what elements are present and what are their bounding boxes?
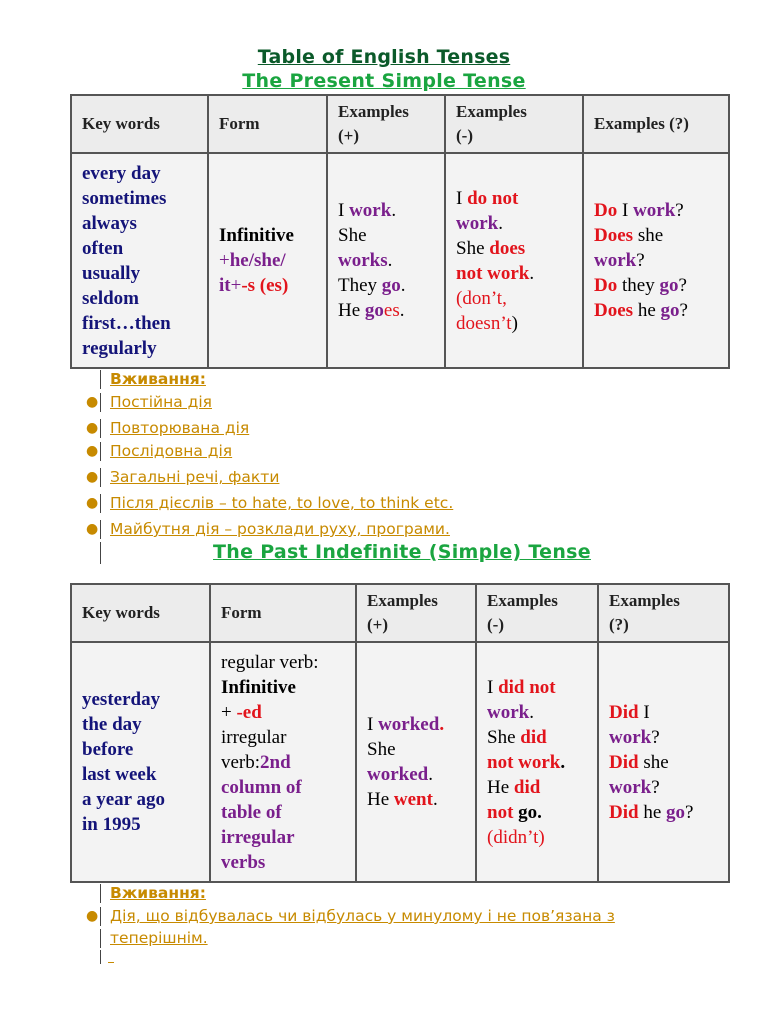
header-examples-positive: Examples (+)	[327, 95, 445, 153]
form-cell: regular verb: Infinitive + -ed irregular verb:2nd column of table of irregular verbs	[210, 642, 356, 882]
key-word: in 1995	[82, 814, 141, 835]
key-word: the day	[82, 714, 142, 735]
present-usage-list	[82, 368, 453, 541]
header-key-words: Key words	[71, 584, 210, 642]
positive-examples-cell: I work. She works. They go. He goes.	[327, 153, 445, 368]
usage-item[interactable]: ● Загальні речі, факти	[82, 466, 453, 489]
form-cell: Infinitive +he/she/ it+-s (es)	[208, 153, 327, 368]
key-word: every day	[82, 162, 161, 184]
header-form: Form	[210, 584, 356, 642]
key-word: regularly	[82, 337, 157, 359]
header-examples-positive: Examples (+)	[356, 584, 476, 642]
usage-item-continued[interactable]: теперішнім.	[82, 927, 615, 950]
bullet-icon: ●	[86, 420, 99, 436]
header-examples-question: Examples (?)	[583, 95, 729, 153]
past-usage-list	[82, 882, 615, 950]
key-word: a year ago	[82, 789, 166, 810]
usage-title: Вживання:	[82, 882, 615, 905]
past-simple-table	[70, 583, 730, 883]
present-simple-heading: The Present Simple Tense	[242, 70, 526, 92]
question-examples-cell: Did I work? Did she work? Did he go?	[598, 642, 729, 882]
key-word: seldom	[82, 287, 139, 309]
key-word: often	[82, 237, 124, 259]
header-examples-negative: Examples (-)	[476, 584, 598, 642]
vertical-bar	[100, 950, 101, 964]
key-word: yesterday	[82, 689, 161, 710]
bullet-icon: ●	[86, 443, 99, 459]
question-examples-cell: Do I work? Does she work? Do they go? Does he go?	[583, 153, 729, 368]
key-word: usually	[82, 262, 141, 284]
header-examples-question: Examples (?)	[598, 584, 729, 642]
page-title: Table of English Tenses	[257, 46, 511, 68]
usage-item[interactable]: ● Повторювана дія	[82, 417, 453, 440]
usage-item[interactable]: ● Дія, що відбувалась чи відбулась у минулому і не пов’язана з	[82, 905, 615, 928]
key-word: first…then	[82, 312, 171, 334]
usage-item[interactable]: ● Майбутня дія – розклади руху, програми.	[82, 518, 453, 541]
underline-mark	[108, 962, 114, 963]
header-examples-negative: Examples (-)	[445, 95, 583, 153]
bullet-icon: ●	[86, 394, 99, 410]
key-word: always	[82, 212, 137, 234]
bullet-icon: ●	[86, 469, 99, 485]
header-form: Form	[208, 95, 327, 153]
present-simple-table	[70, 94, 730, 369]
past-simple-heading: The Past Indefinite (Simple) Tense	[213, 541, 591, 563]
negative-examples-cell: I did not work. She did not work. He did not go. (didn’t)	[476, 642, 598, 882]
key-word: before	[82, 739, 134, 760]
key-word: sometimes	[82, 187, 167, 209]
usage-item[interactable]: ● Після дієслів – to hate, to love, to think etc.	[82, 492, 453, 515]
key-word: last week	[82, 764, 157, 785]
bullet-icon: ●	[86, 495, 99, 511]
key-words-cell	[71, 642, 210, 882]
negative-examples-cell: I do not work. She does not work. (don’t, doesn’t)	[445, 153, 583, 368]
bullet-icon: ●	[86, 908, 99, 924]
key-words-cell	[71, 153, 208, 368]
usage-item[interactable]: ● Постійна дія	[82, 391, 453, 414]
header-key-words: Key words	[71, 95, 208, 153]
usage-item[interactable]: ● Послідовна дія	[82, 440, 453, 463]
bullet-icon: ●	[86, 521, 99, 537]
positive-examples-cell: I worked. She worked. He went.	[356, 642, 476, 882]
usage-title: Вживання:	[82, 368, 453, 391]
